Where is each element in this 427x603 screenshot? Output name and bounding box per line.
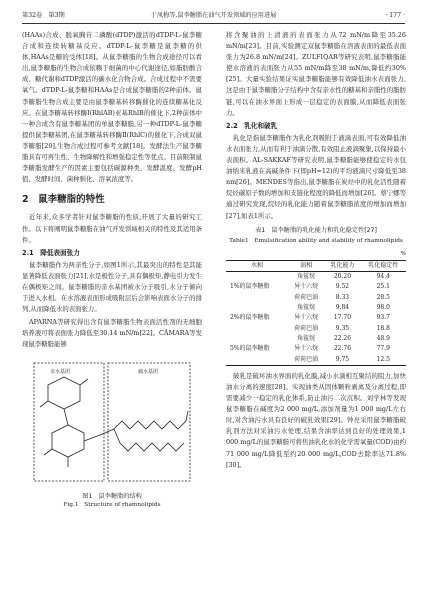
table-cell: 角鲨烷 bbox=[297, 304, 316, 312]
table-header: 乳化稳定性 bbox=[368, 261, 399, 269]
table-header: 水相 bbox=[250, 261, 263, 269]
table-cell: 22.76 bbox=[333, 345, 352, 353]
table-cell: 角鲨烷 bbox=[297, 334, 316, 342]
table-cell: 18.8 bbox=[376, 324, 390, 332]
table-header: 乳化能力 bbox=[330, 261, 355, 269]
figure-rhamnolipid-structure bbox=[22, 355, 202, 507]
table-cell: 77.9 bbox=[376, 345, 390, 353]
figure-caption: 图1 鼠李糖脂的结构 bbox=[82, 492, 142, 500]
table-cell: 12.5 bbox=[376, 355, 390, 363]
structure-diagram bbox=[30, 355, 194, 487]
table-header: 油相 bbox=[300, 261, 313, 269]
table-cell: 角鲨烷 bbox=[297, 273, 316, 281]
table-cell: 1%的鼠李糖脂 bbox=[230, 283, 270, 291]
page-number: · 177 · bbox=[385, 12, 405, 19]
table-cell: 98.0 bbox=[376, 304, 390, 312]
table-caption-en: Table1 Emulsification ability and stability of rhamnolipids bbox=[229, 237, 403, 244]
table-cell: 异十六烷 bbox=[294, 283, 319, 291]
table-cell: 异十六烷 bbox=[294, 314, 319, 322]
table-cell: 荷荷巴油 bbox=[294, 293, 319, 301]
paragraph: 鼠李糖脂作为两亲性分子,如图1所示,其最突出的特性是其能显著降低表面张力[21],水是极性分子,具有偶极矩,静电引力发生在偶极矩之间。鼠李糖脂的亲水基团被水分子吸引,水分子倾向于进入水相。在水溶液表面形成吸附层后会影响表面水分子的排列,从而降低水的表面张力。 bbox=[22, 260, 202, 314]
paragraph: 破乳是破坏油水界面的乳化膜,减小水滴相互聚结的阻力,加快油水分离的速度[28]。实现油类从固体颗粒剥离及分离过程,即需要减少一稳定的乳化体系,防止油污二次沉积。刘学林等发现鼠李糖脂在碱度为2 000 mg/L,添加剂量为1 000 mg/L左右时,对含油污水具有良好的破乳效果[29]。钟亮采用鼠李糖脂破乳剂方法对采油污水处理,结果含油率达到良好的处理效果,1 000 mg/L的鼠李糖脂可将焦油乳化水的化学需氧量(COD)由约71 000 mg/L降低至约20 000 mg/L,COD去除率达71.8%[30]。 bbox=[226, 371, 406, 469]
table-unit: % bbox=[400, 250, 406, 257]
paragraph: 乳化是指鼠李糖脂作为乳化剂吸附于液滴表面,可有效降低油水表面张力,从而有利于油滴分散,有效阻止液滴聚集,以保持最小表面积。AL-SAKKAF等研究表明,鼠李糖脂能够使稳定的水包油纳米乳液在高碱条件下(即pH=12)的平均液滴尺寸降低至38 nm[26]。MENDES等指出,鼠李糖脂在炭烃中的乳化活性随着烷烃碳原子数的增加和支链化程度的降低而增加[26]。蔡宁娜等通过研究发现,烷烃的乳化能力随着鼠李糖脂浓度的增加而增加[27],如表1所示。 bbox=[226, 133, 406, 220]
table-cell: 17.70 bbox=[333, 314, 352, 322]
table-cell: 8.33 bbox=[335, 293, 350, 301]
header-rule bbox=[22, 23, 405, 24]
running-title: 于凤梅等.鼠李糖脂在油气开发领域的应用进展 bbox=[150, 12, 277, 19]
table-cell: 20.20 bbox=[333, 273, 352, 281]
table-cell: 48.9 bbox=[376, 334, 390, 342]
table-cell: 5%的鼠李糖脂 bbox=[230, 345, 270, 353]
table-cell: 荷荷巴油 bbox=[294, 355, 319, 363]
table-cell: 22.26 bbox=[333, 334, 352, 342]
table-row bbox=[226, 303, 406, 313]
label-hydrophobic: 疏水基团 bbox=[138, 368, 159, 375]
table-caption: 表1 鼠李糖脂的乳化能力和乳化稳定性[27] bbox=[255, 226, 377, 234]
table-cell: 9.52 bbox=[335, 283, 350, 291]
figure-caption-en: Fig.1 Structure of rhamnolipids bbox=[63, 501, 161, 508]
table-row bbox=[226, 272, 406, 283]
table-header-row bbox=[226, 260, 406, 271]
table-cell: 9.75 bbox=[335, 355, 350, 363]
paragraph: APARNA等研究得出含有鼠李糖脂生物表面活性剂的无细胞培养液可将表面张力降低至30.14 mN/m[22]。CÂMARA等发现鼠李糖脂能够 bbox=[22, 318, 202, 349]
table-cell: 9.35 bbox=[335, 324, 350, 332]
table-cell: 25.1 bbox=[376, 283, 390, 291]
paragraph: 将含聚油的上清液的表面张力从72 mN/m降至35.26 mN/m[23]。目前,实验测定双鼠李糖脂在溶液表面的最低表面张力为26.8 mN/m[24]。ZULFIQAR等研究表明,鼠李糖脂能使水溶液的表面张力从55 mN/m降至38 mN/m,降低约30%[25]。大量实验结果证实鼠李糖脂能够有效降低油水表面张力,这是由于鼠李糖脂分子结构中含有亲水性的糖基和亲脂性的脂肪链,可以在油水界面上形成一层稳定的表面膜,从而降低表面张力。 bbox=[226, 31, 406, 117]
subsection-heading: 2.2 乳化和破乳 bbox=[226, 121, 278, 130]
table-cell: 93.7 bbox=[376, 314, 390, 322]
section-heading: 2 鼠李糖脂的特性 bbox=[22, 194, 105, 206]
label-hydrophilic: 亲水基团 bbox=[50, 368, 71, 375]
right-column bbox=[226, 30, 406, 473]
table-cell: 荷荷巴油 bbox=[294, 324, 319, 332]
paragraph: (HAAs)合成、脱氧胸苷二磷酸(dTDP)激活的dTDP-L-鼠李糖合成和连续转糖基反应。dTDP-L-鼠李糖是鼠李糖的供体,HAAs是糖的受体[18]。从鼠李糖脂的生物合成途径可以看出,鼠李糖脂的生物合成依赖于细菌的中心代谢途径,如脂肪酸合成、糖代谢和dTDP激活的碳水化合物合成。合成过程中不需要氧气。dTDP-L-鼠李糖和HAAs是合成鼠李糖脂的2种前体。鼠李糖脂生物合成主要是由鼠李糖基转移酶催化的连续糖基化反应。在鼠李糖基转移酶I(RhlAB)亚基RhlB的催化下,2种前体中一种合成含有鼠李糖基团的单鼠李糖脂,另一种dTDP-L-鼠李糖提供鼠李糖基团,在鼠李糖基转移酶Ⅱ(RhlC)的催化下,合成双鼠李糖脂[20],生物合成过程可参考文献[18]。发酵法生产鼠李糖脂具有可再生性、生物降解性和增强稳定性等优点。目前限制鼠李糖脂发酵生产的因素主要包括碳源种类、发酵温度、发酵pH值、发酵时间、菌种驯化、溶氧浓度等。 bbox=[22, 31, 202, 184]
left-column bbox=[22, 30, 202, 507]
page-header bbox=[22, 10, 405, 22]
paragraph: 近年来,众多学者针对鼠李糖脂的性质,开展了大量的研究工作。以下将阐明鼠李糖脂在油气开发领域相关的特性及其适用条件。 bbox=[22, 213, 202, 244]
table-row bbox=[226, 334, 406, 344]
table-cell: 28.5 bbox=[376, 293, 390, 301]
subsection-heading: 2.1 降低表面张力 bbox=[22, 248, 80, 257]
table-cell: 94.4 bbox=[376, 273, 390, 281]
table-cell: 异十六烷 bbox=[294, 345, 319, 353]
journal-volume: 第32卷 第3期 bbox=[22, 12, 65, 19]
table-cell: 9.84 bbox=[335, 304, 350, 312]
emulsification-table bbox=[226, 260, 406, 366]
table-cell: 2%的鼠李糖脂 bbox=[230, 314, 270, 322]
